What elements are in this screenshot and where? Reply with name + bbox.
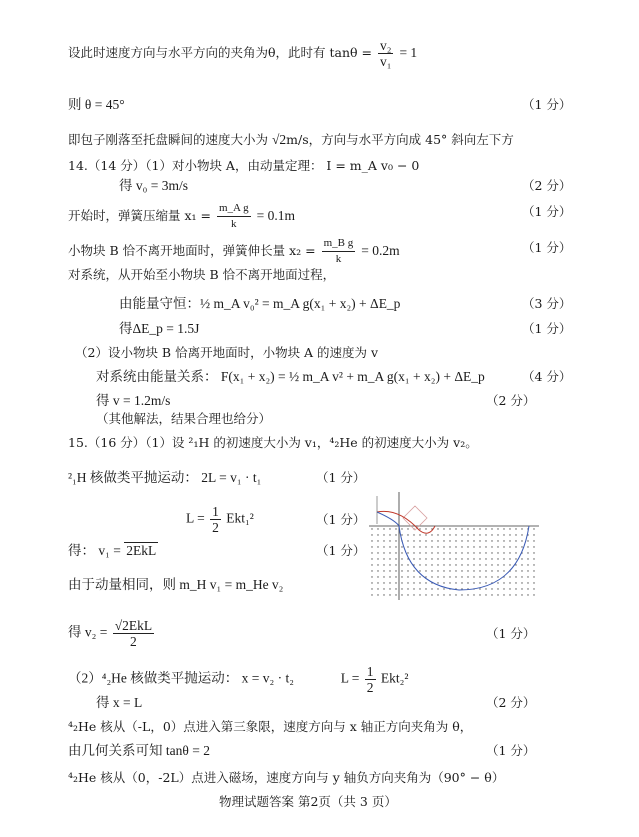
line-21: （2）⁴₂He 核做类平抛运动： x = v₂ · t₂ L = $\frac{1}{2}$ Ekt₂² [68, 664, 409, 695]
score: （1 分） [522, 321, 572, 336]
score: （1 分） [522, 97, 572, 112]
line-17: L = $\frac{1}{2}$ Ekt₁² [186, 504, 254, 535]
fraction: $\frac{\text{v₂}}{\text{v₁}}$ [379, 38, 392, 69]
score: （1 分） [316, 512, 366, 527]
score: （2 分） [522, 178, 572, 193]
trajectory-figure [369, 490, 541, 602]
line-1-text: 设此时速度方向与水平方向的夹角为θ，此时有 tanθ = [68, 45, 372, 60]
score: （1 分） [316, 543, 366, 558]
score: （1 分） [486, 743, 536, 758]
line-12: 对系统由能量关系： F(x₁ + x₂) = ½ m_A v² + m_A g(x₁ + x₂) + ΔE_p [96, 369, 485, 384]
fraction: $\frac{1}{2}$ [212, 504, 219, 535]
score: （2 分） [486, 695, 536, 710]
line-18: 得： v₁ = 2EkL [68, 543, 157, 558]
line-19: 由于动量相同，则 m_H v₁ = m_He v₂ [68, 577, 284, 592]
score: （1 分） [486, 626, 536, 641]
score: （4 分） [522, 369, 572, 384]
line-24: 由几何关系可知 tanθ = 2 [68, 743, 210, 758]
line-22: 得 x = L [96, 695, 143, 710]
line-4: 14.（14 分）（1）对小物块 A，由动量定理： I = m_A v₀ − 0 [68, 158, 420, 173]
line-2: 则 θ = 45° [68, 97, 125, 112]
score: （2 分） [486, 393, 536, 408]
score: （1 分） [522, 240, 572, 255]
line-5: 得 v₀ = 3m/s [119, 178, 188, 193]
line-13: 得 v = 1.2m/s [96, 393, 171, 408]
line-1-rhs: = 1 [399, 45, 418, 60]
score: （3 分） [522, 296, 572, 311]
line-25: ⁴₂He 核从（0，-2L）点进入磁场，速度方向与 y 轴负方向夹角为（90° − θ） [68, 770, 505, 785]
line-9: 由能量守恒：½ m_A v₀² = m_A g(x₁ + x₂) + ΔE_p [119, 296, 401, 311]
fraction: $\frac{\text{m\_A g}}{k}$ [218, 202, 249, 230]
page-footer: 物理试题答案 第2页（共 3 页） [219, 794, 397, 809]
line-1 [68, 38, 417, 69]
line-16: ²₁H 核做类平抛运动： 2L = v₁ · t₁ [68, 470, 262, 485]
score: （1 分） [316, 470, 366, 485]
sqrt: 2EkL [126, 543, 157, 558]
fraction: $\frac{\text{√2EkL}}{2}$ [114, 618, 153, 649]
line-8: 对系统，从开始至小物块 B 恰不离开地面过程， [68, 267, 336, 282]
sqrt-value: √2 [272, 132, 287, 147]
fraction: $\frac{1}{2}$ [366, 664, 374, 695]
line-11: （2）设小物块 B 恰离开地面时，小物块 A 的速度为 v [75, 345, 379, 360]
fraction: $\frac{\text{m\_B g}}{k}$ [323, 237, 354, 265]
line-20: 得 v₂ = $\frac{\text{√2EkL}}{2}$ [68, 618, 153, 649]
line-6: 开始时，弹簧压缩量 x₁ = $\frac{\text{m\_A g}}{k}$ = 0.1m [68, 202, 295, 230]
line-7: 小物块 B 恰不离开地面时，弹簧伸长量 x₂ = $\frac{\text{m\_B g}}{k}$ = 0.2m [68, 237, 400, 265]
line-10: 得ΔE_p = 1.5J [119, 321, 200, 336]
line-3: 即包子刚落至托盘瞬间的速度大小为 √2m/s，方向与水平方向成 45° 斜向左下方 [68, 132, 514, 147]
line-15: 15.（16 分）（1）设 ²₁H 的初速度大小为 v₁，⁴₂He 的初速度大小为 v₂。 [68, 435, 478, 450]
line-23: ⁴₂He 核从（-L，0）点进入第三象限，速度方向与 x 轴正方向夹角为 θ， [68, 719, 473, 734]
score: （1 分） [522, 204, 572, 219]
line-14: （其他解法，结果合理也给分） [96, 411, 272, 426]
